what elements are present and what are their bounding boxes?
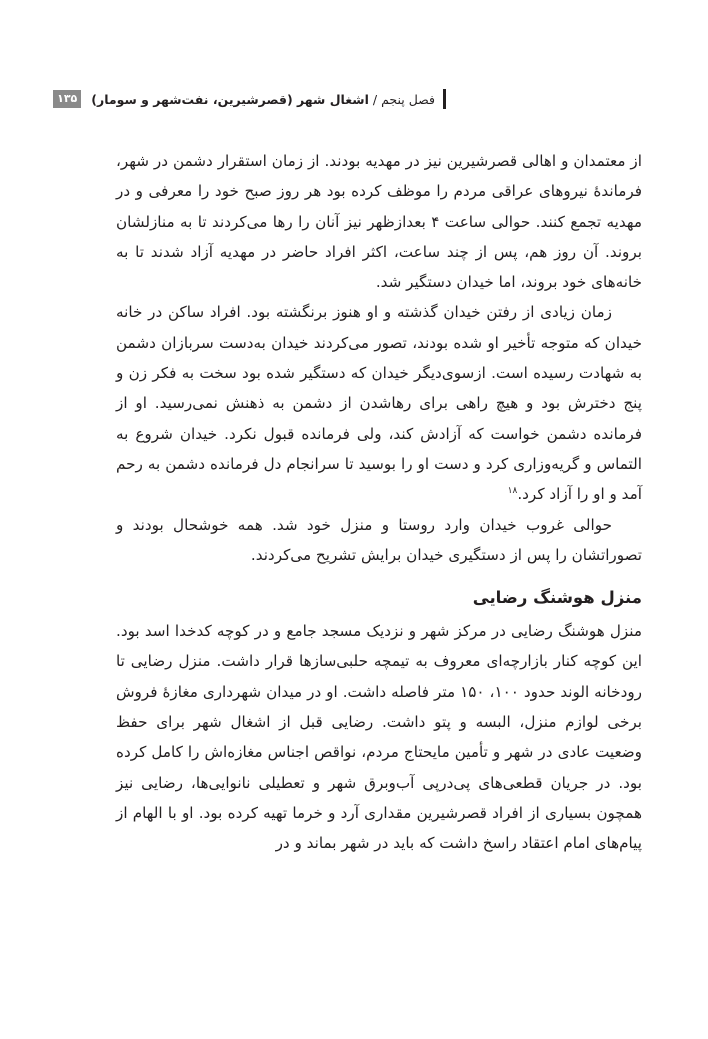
- paragraph-text: زمان زیادی از رفتن خیدان گذشته و او هنوز برنگشته بود. افراد ساکن در خانه خیدان که متوجه تأخیر او شده بودند، تصور می‌کردند خیدان به‌دست سربازان دشمن به شهادت رسیده است. ازسوی‌دیگر خیدان که دستگیر شده بود سخت به فکر زن و پنج دخترش بود و هیچ راهی برای رهاشدن از دشمن به ذهنش نمی‌رسید. او از فرمانده دشمن خواست که آزادش کند، ولی فرمانده قبول نکرد. خیدان شروع به التماس و گریه‌وزاری کرد و دست او را بوسید تا سرانجام دل فرمانده دشمن به رحم آمد و او را آزاد کرد.: [116, 303, 642, 504]
- header-separator: /: [372, 91, 378, 107]
- paragraph: [116, 297, 642, 509]
- header-rule: [443, 89, 446, 109]
- section-heading: منزل هوشنگ رضایی: [472, 588, 642, 608]
- body-text: [116, 146, 642, 859]
- paragraph: حوالی غروب خیدان وارد روستا و منزل خود شد. همه خوشحال بودند و تصوراتشان را پس از دستگیری خیدان برایش تشریح می‌کردند.: [116, 515, 642, 564]
- page-number: ۱۳۵: [53, 90, 81, 108]
- paragraph: از معتمدان و اهالی قصرشیرین نیز در مهدیه بودند. از زمان استقرار دشمن در شهر، فرماندهٔ نیروهای عراقی مردم را موظف کرده بود هر روز صبح خود را معرفی و در مهدیه تجمع کنند. حوالی ساعت ۴ بعدازظهر نیز آنان را رها می‌کردند تا به منازلشان بروند. آن روز هم، پس از چند ساعت، اکثر افراد حاضر در مهدیه آزاد شدند تا به خانه‌های خود بروند، اما خیدان دستگیر شد.: [116, 152, 642, 292]
- footnote-marker: ۱۸: [507, 486, 518, 497]
- header-chapter: فصل پنجم: [381, 91, 435, 107]
- paragraph: منزل هوشنگ رضایی در مرکز شهر و نزدیک مسجد جامع و در کوچه کدخدا اسد بود. این کوچه کنار بازارچه‌ای معروف به تیمچه حلبی‌سازها قرار داشت. منزل رضایی تا رودخانه الوند حدود ۱۰۰، ۱۵۰ متر فاصله داشت. او در میدان شهرداری مغازهٔ فروش برخی لوازم منزل، البسه و پتو داشت. رضایی قبل از اشغال شهر برای حفظ وضعیت عادی در شهر و تأمین مایحتاج مردم، نواقص اجناس مغازه‌اش را کامل کرده بود. در جریان قطعی‌های پی‌درپی آب‌وبرق شهر و تعطیلی نانوایی‌ها، رضایی نیز همچون بسیاری از افراد قصرشیرین مقداری آرد و خرما تهیه کرده بود. او با الهام از پیام‌های امام اعتقاد راسخ داشت که باید در شهر بماند و در: [116, 622, 642, 853]
- running-header: [57, 88, 446, 110]
- header-title: اشغال شهر (قصرشیرین، نفت‌شهر و سومار): [91, 91, 369, 107]
